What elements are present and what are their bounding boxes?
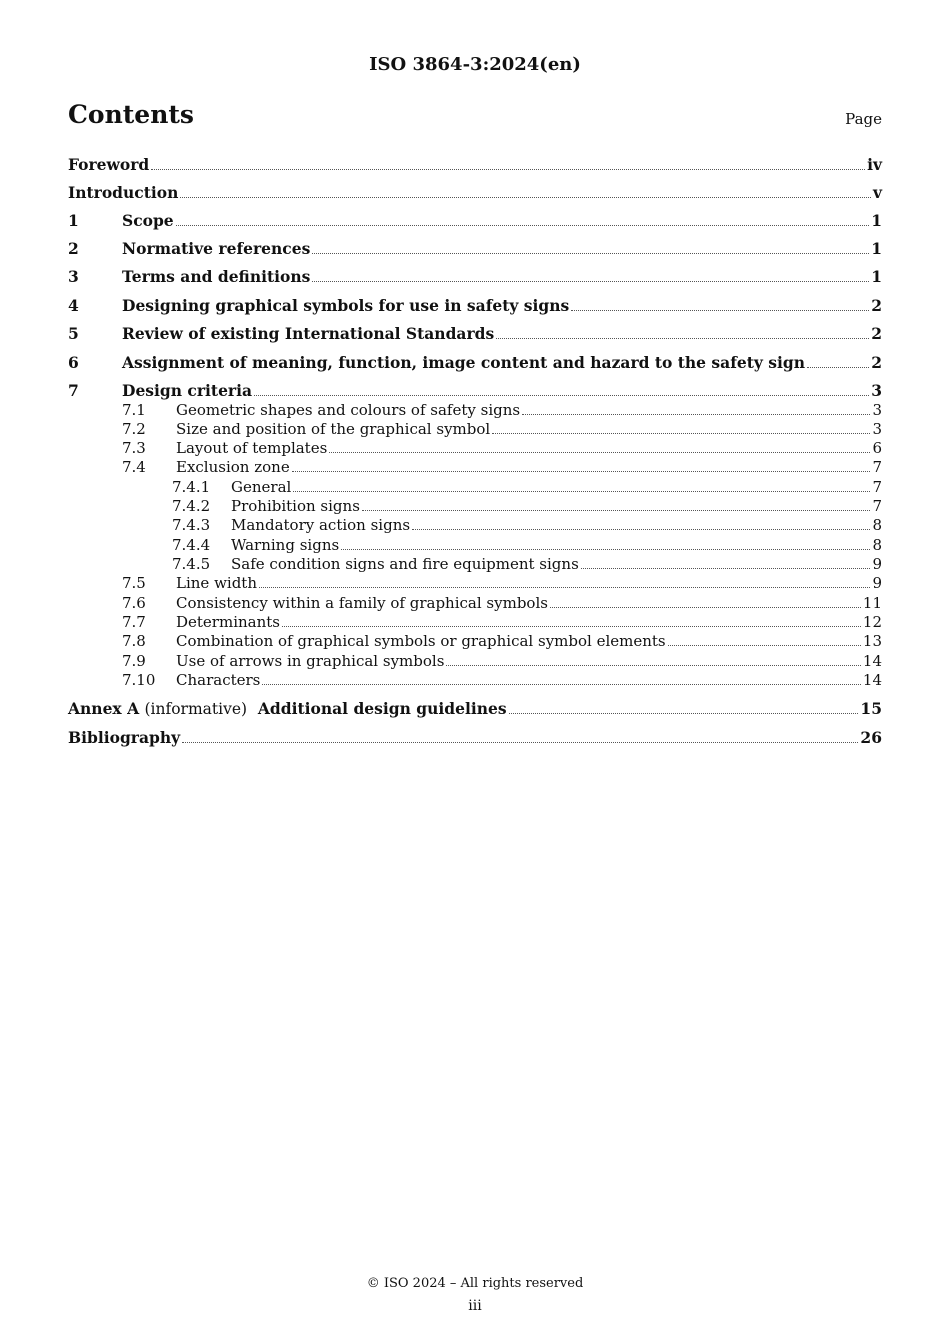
toc-entry-page: 3 — [872, 401, 882, 419]
toc-entry-annex-a[interactable] — [68, 699, 882, 718]
page-column-label: Page — [845, 110, 882, 128]
toc-entry-page: iv — [867, 155, 882, 174]
toc-entry-number: 7 — [68, 381, 79, 400]
dot-leader — [282, 626, 861, 627]
toc-entry-title: Size and position of the graphical symbol — [176, 420, 491, 438]
toc-entry[interactable] — [172, 516, 882, 534]
toc-entry-page: 3 — [872, 420, 882, 438]
toc-entry[interactable] — [122, 671, 882, 689]
toc-entry-number: 2 — [68, 239, 79, 258]
toc-entry-title: Mandatory action signs — [231, 516, 411, 534]
toc-entry-page: 2 — [871, 296, 882, 315]
toc-entry-title: Combination of graphical symbols or graphical symbol elements — [176, 632, 666, 650]
toc-entry-title: Consistency within a family of graphical symbols — [176, 594, 548, 612]
toc-entry-number: 7.4 — [122, 458, 146, 476]
dot-leader — [180, 197, 871, 198]
toc-entry[interactable] — [172, 555, 882, 573]
toc-entry[interactable] — [122, 574, 882, 592]
toc-entry[interactable] — [122, 439, 882, 457]
toc-entry-number: 7.10 — [122, 671, 156, 689]
toc-entry[interactable] — [122, 632, 882, 650]
toc-entry-title: Assignment of meaning, function, image content and hazard to the safety sign — [122, 353, 806, 372]
toc-entry-title: Safe condition signs and fire equipment signs — [231, 555, 579, 573]
toc-entry-page: 11 — [862, 594, 882, 612]
toc-entry-number: 7.4.3 — [172, 516, 211, 534]
toc-entry[interactable] — [122, 420, 882, 438]
toc-entry[interactable] — [68, 324, 882, 343]
toc-entry[interactable] — [172, 497, 882, 515]
toc-entry-page: v — [872, 183, 882, 202]
toc-entry-page: 1 — [871, 239, 882, 258]
toc-entry-page: 8 — [872, 536, 882, 554]
dot-leader — [293, 491, 870, 492]
dot-leader — [492, 433, 870, 434]
page-number: iii — [468, 1298, 482, 1314]
toc-entry-title: Geometric shapes and colours of safety signs — [176, 401, 521, 419]
toc-entry-page: 9 — [872, 555, 882, 573]
dot-leader — [262, 684, 861, 685]
toc-entry-title: Warning signs — [231, 536, 340, 554]
toc-entry[interactable] — [68, 381, 882, 400]
toc-entry-title: Determinants — [176, 613, 280, 631]
toc-entry-number: 7.4.1 — [172, 478, 211, 496]
toc-entry-title: Use of arrows in graphical symbols — [176, 652, 445, 670]
dot-leader — [176, 225, 870, 226]
toc-entry-title: Foreword — [68, 155, 150, 174]
dot-leader — [341, 549, 870, 550]
annex-label: Annex A — [68, 699, 140, 718]
dot-leader — [329, 452, 870, 453]
toc-entry-number: 7.4.5 — [172, 555, 211, 573]
dot-leader — [571, 310, 869, 311]
toc-entry[interactable] — [122, 652, 882, 670]
toc-entry[interactable] — [122, 458, 882, 476]
toc-entry[interactable] — [68, 296, 882, 315]
toc-entry-page: 7 — [872, 478, 882, 496]
toc-entry[interactable] — [172, 478, 882, 496]
toc-entry-page: 13 — [862, 632, 882, 650]
toc-entry-page: 1 — [871, 267, 882, 286]
annex-title: Additional design guidelines — [257, 699, 507, 718]
toc-entry[interactable] — [172, 536, 882, 554]
toc-entry[interactable] — [122, 401, 882, 419]
dot-leader — [362, 510, 871, 511]
toc-entry-page: 2 — [871, 353, 882, 372]
toc-entry-number: 7.4.2 — [172, 497, 211, 515]
toc-entry[interactable] — [122, 594, 882, 612]
contents-heading: Contents — [68, 100, 195, 129]
toc-entry-number: 7.1 — [122, 401, 146, 419]
toc-entry[interactable] — [68, 211, 882, 230]
toc-entry[interactable] — [68, 155, 882, 174]
dot-leader — [509, 713, 859, 714]
toc-entry-page: 14 — [862, 671, 882, 689]
toc-entry-number: 7.8 — [122, 632, 146, 650]
toc-entry-title: Prohibition signs — [231, 497, 360, 515]
annex-qualifier: (informative) — [144, 700, 248, 718]
toc-entry-page: 7 — [872, 458, 882, 476]
toc-entry-title: Designing graphical symbols for use in safety signs — [122, 296, 570, 315]
toc-entry-page: 26 — [860, 728, 882, 747]
dot-leader — [522, 414, 870, 415]
toc-entry-title: Bibliography — [68, 728, 181, 747]
toc-entry-page: 2 — [871, 324, 882, 343]
toc-entry-title: Normative references — [122, 239, 311, 258]
toc-entry[interactable] — [68, 239, 882, 258]
toc-entry-title: Design criteria — [122, 381, 253, 400]
dot-leader — [312, 253, 869, 254]
copyright-footer: © ISO 2024 – All rights reserved — [366, 1276, 584, 1291]
toc-entry[interactable] — [68, 267, 882, 286]
document-id-header: ISO 3864-3:2024(en) — [369, 54, 581, 75]
toc-entry-number: 5 — [68, 324, 79, 343]
toc-entry-title: Exclusion zone — [176, 458, 290, 476]
toc-entry-page: 15 — [860, 699, 882, 718]
dot-leader — [312, 281, 869, 282]
toc-entry-page: 14 — [862, 652, 882, 670]
toc-entry-number: 7.5 — [122, 574, 146, 592]
toc-entry[interactable] — [68, 353, 882, 372]
toc-entry-page: 7 — [872, 497, 882, 515]
toc-entry[interactable] — [122, 613, 882, 631]
toc-entry-number: 6 — [68, 353, 79, 372]
toc-entry-number: 7.4.4 — [172, 536, 211, 554]
toc-entry-title: Terms and definitions — [122, 267, 311, 286]
toc-entry-number: 7.9 — [122, 652, 146, 670]
dot-leader — [412, 529, 870, 530]
toc-entry-number: 4 — [68, 296, 79, 315]
toc-entry-number: 7.6 — [122, 594, 146, 612]
dot-leader — [807, 367, 869, 368]
toc-entry-title: Scope — [122, 211, 174, 230]
toc-entry-page: 6 — [872, 439, 882, 457]
toc-entry-number: 1 — [68, 211, 79, 230]
toc-entry-title: Review of existing International Standards — [122, 324, 495, 343]
dot-leader — [581, 568, 871, 569]
toc-entry-title: Line width — [176, 574, 257, 592]
toc-entry-page: 8 — [872, 516, 882, 534]
toc-entry-title: Characters — [176, 671, 261, 689]
dot-leader — [446, 665, 861, 666]
dot-leader — [496, 338, 869, 339]
dot-leader — [259, 587, 870, 588]
toc-entry-title: Introduction — [68, 183, 179, 202]
toc-entry-bibliography[interactable] — [68, 728, 882, 747]
dot-leader — [182, 742, 858, 743]
toc-entry-number: 7.7 — [122, 613, 146, 631]
dot-leader — [254, 395, 869, 396]
dot-leader — [550, 607, 861, 608]
toc-entry-page: 9 — [872, 574, 882, 592]
toc-entry-title — [68, 699, 507, 718]
toc-entry-title: Layout of templates — [176, 439, 328, 457]
toc-entry[interactable] — [68, 183, 882, 202]
toc-entry-title: General — [231, 478, 292, 496]
toc-entry-number: 7.3 — [122, 439, 146, 457]
dot-leader — [292, 471, 871, 472]
toc-entry-page: 3 — [871, 381, 882, 400]
toc-entry-number: 7.2 — [122, 420, 146, 438]
toc-entry-page: 1 — [871, 211, 882, 230]
dot-leader — [151, 169, 865, 170]
toc-entry-number: 3 — [68, 267, 79, 286]
dot-leader — [668, 645, 861, 646]
toc-entry-page: 12 — [862, 613, 882, 631]
